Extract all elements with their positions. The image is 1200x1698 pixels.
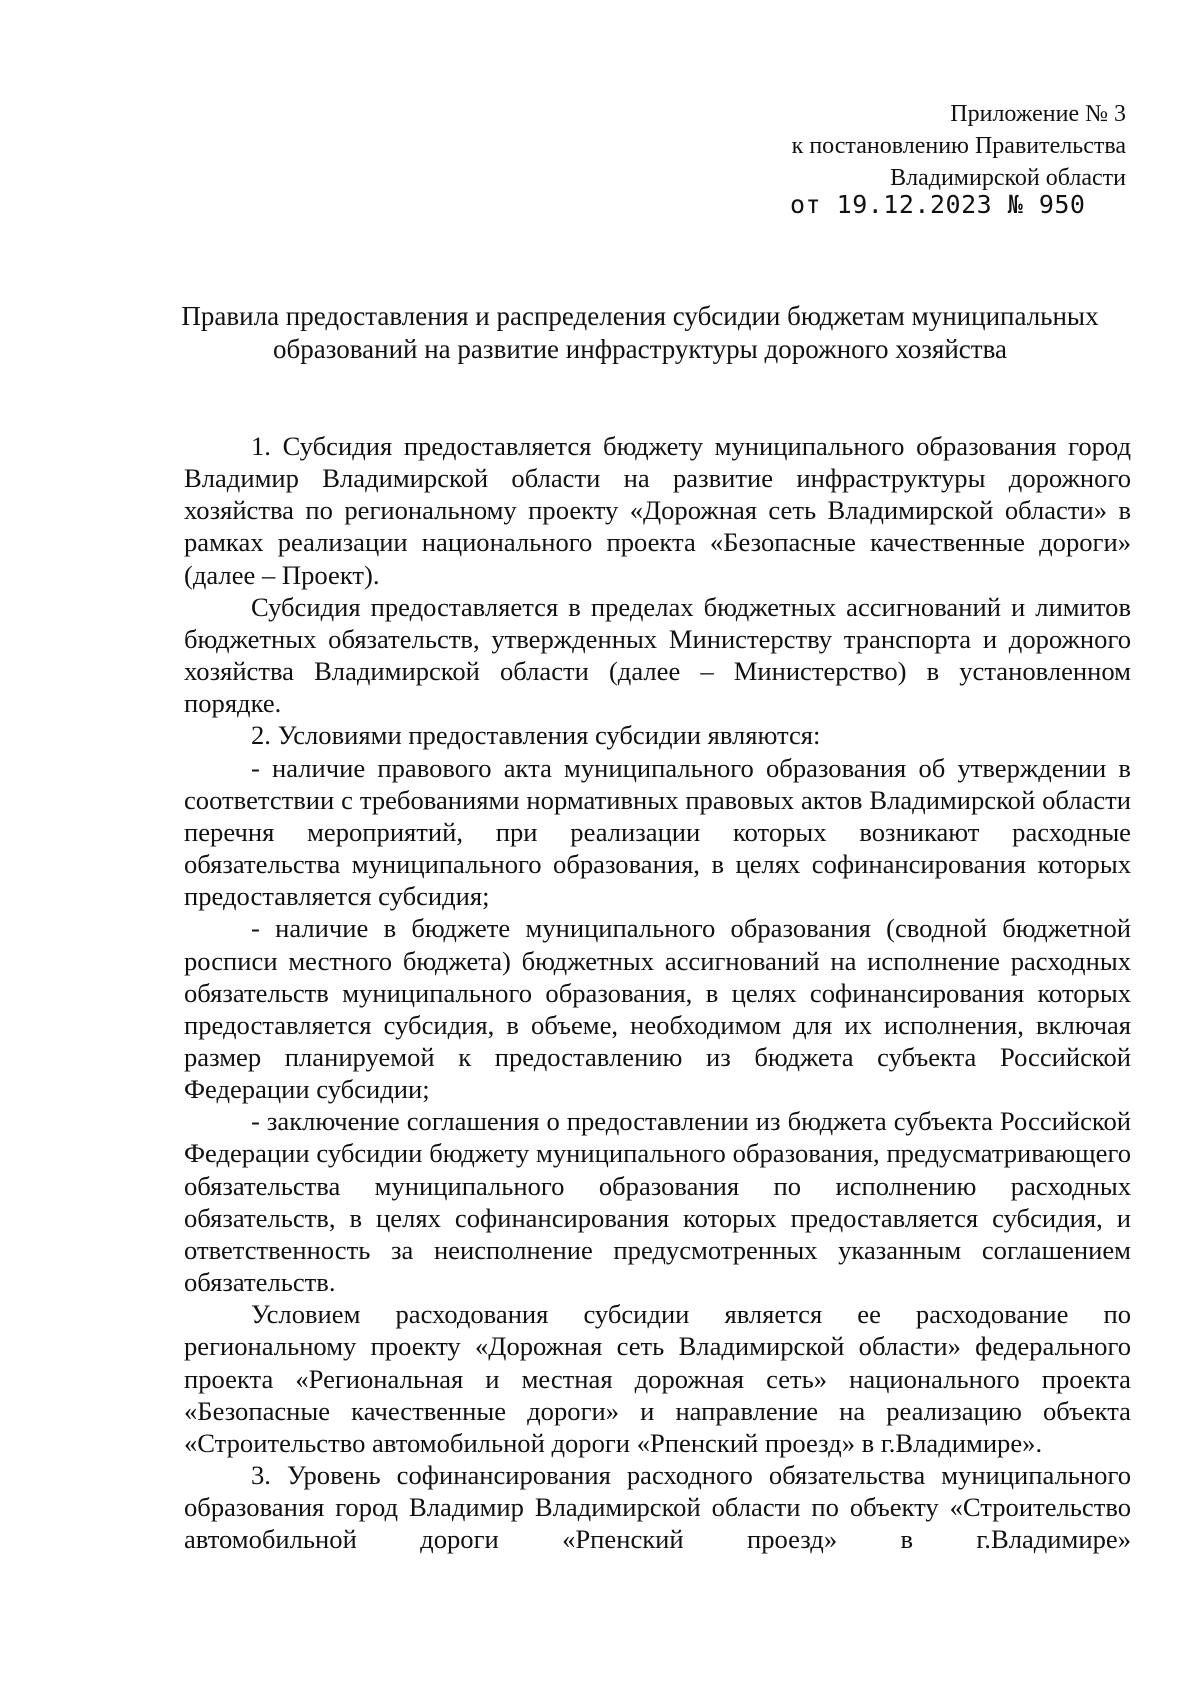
- paragraph-1: 1. Субсидия предоставляется бюджету муниципального образования город Владимир Владимирской области на развитие инфраструктуры дорожного хозяйства по региональному проекту «Дорожная сеть Владимирской области» в рамках реализации национального проекта «Безопасные качественные дороги» (далее – Проект).: [184, 431, 1131, 590]
- appendix-number: Приложение № 3: [950, 101, 1126, 127]
- appendix-header: [792, 98, 1126, 194]
- title-line-1: Правила предоставления и распределения субсидии бюджетам муниципальных: [181, 301, 1099, 331]
- paragraph-5: - наличие в бюджете муниципального образования (сводной бюджетной росписи местного бюджета) бюджетных ассигнований на исполнение расходных обязательств муниципального образования, в целях софинансирования которых предоставляется субсидия, в объеме, необходимом для их исполнения, включая размер планируемой к предоставлению из бюджета субъекта Российской Федерации субсидии;: [184, 913, 1131, 1105]
- document-title: [160, 300, 1120, 366]
- resolution-date-number: от 19.12.2023 № 950: [790, 190, 1086, 219]
- paragraph-7: Условием расходования субсидии является ее расходование по региональному проекту «Дорожная сеть Владимирской области» федерального проекта «Региональная и местная дорожная сеть» национального проекта «Безопасные качественные дороги» и направление на реализацию объекта «Строительство автомобильной дороги «Рпенский проезд» в г.Владимире».: [184, 1299, 1131, 1458]
- paragraph-3: 2. Условиями предоставления субсидии являются:: [251, 720, 821, 751]
- paragraph-2: Субсидия предоставляется в пределах бюджетных ассигнований и лимитов бюджетных обязательств, утвержденных Министерству транспорта и дорожного хозяйства Владимирской области (далее – Министерство) в установленном порядке.: [184, 591, 1131, 719]
- document-body: [184, 430, 1131, 1555]
- appendix-reference: к постановлению Правительства: [791, 133, 1126, 159]
- paragraph-8: 3. Уровень софинансирования расходного обязательства муниципального образования город Владимир Владимирской области по объекту «Строительство автомобильной дороги «Рпенский проезд» в г.Владимире»: [184, 1460, 1131, 1555]
- paragraph-4: - наличие правового акта муниципального образования об утверждении в соответствии с требованиями нормативных правовых актов Владимирской области перечня мероприятий, при реализации которых возникают расходные обязательства муниципального образования, в целях софинансирования которых предоставляется субсидия;: [184, 752, 1131, 912]
- title-line-2: образований на развитие инфраструктуры дорожного хозяйства: [273, 334, 1007, 364]
- appendix-region: Владимирской области: [890, 165, 1126, 191]
- paragraph-6: - заключение соглашения о предоставлении из бюджета субъекта Российской Федерации субсидии бюджету муниципального образования, предусматривающего обязательства муниципального образования по исполнению расходных обязательств, в целях софинансирования которых предоставляется субсидия, и ответственность за неисполнение предусмотренных указанным соглашением обязательств.: [184, 1106, 1131, 1298]
